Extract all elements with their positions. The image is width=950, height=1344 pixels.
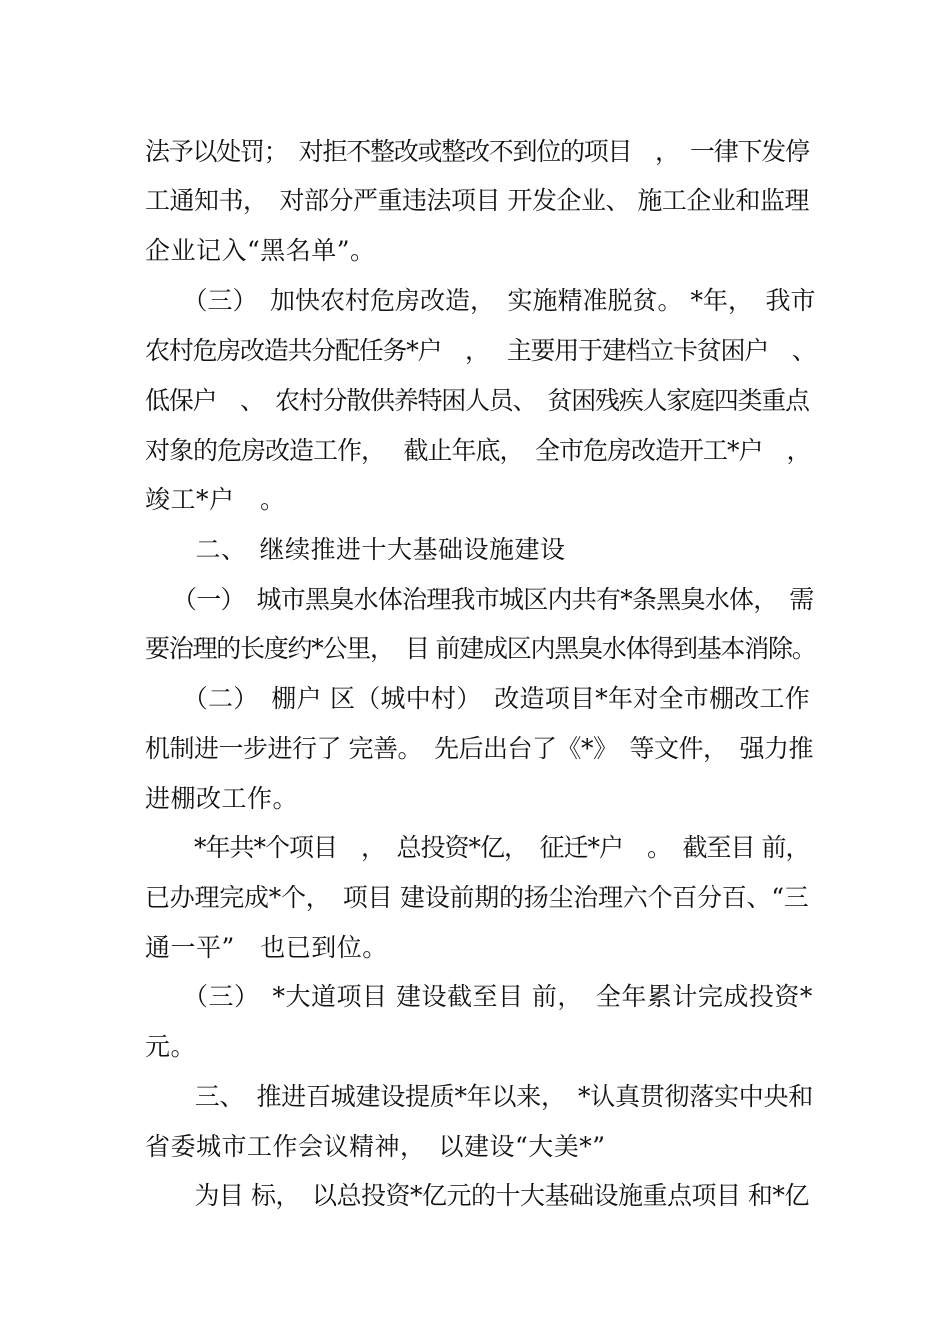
text-line: *年共*个项目 ， 总投资*亿， 征迁*户 。 截至目 前， bbox=[170, 833, 810, 862]
text-line: 省委城市工作会议精神， 以建设“大美*” bbox=[145, 1132, 606, 1161]
text-line: 竣工*户 。 bbox=[145, 485, 286, 514]
text-line: 对象的危房改造工作， 截止年底， 全市危房改造开工*户 ， bbox=[145, 436, 811, 465]
text-line: 通一平” 也已到位。 bbox=[145, 933, 388, 962]
text-line: 机制进一步进行了 完善。 先后出台了《*》 等文件， 强力推 bbox=[145, 734, 813, 763]
text-line: 要治理的长度约*公里， 目 前建成区内黑臭水体得到基本消除。 bbox=[145, 634, 816, 663]
text-line: 低保户 、 农村分散供养特困人员、 贫困残疾人家庭四类重点 bbox=[145, 386, 809, 415]
text-line: 企业记入“黑名单”。 bbox=[145, 236, 376, 265]
text-line: 法予以处罚； 对拒不整改或整改不到位的项目 ， 一律下发停 bbox=[145, 137, 809, 166]
text-line: 工通知书， 对部分严重违法项目 开发企业、 施工企业和监理 bbox=[145, 186, 809, 215]
text-line: （三） 加快农村危房改造， 实施精准脱贫。 *年， 我市 bbox=[170, 286, 816, 315]
section-heading: 三、 推进百城建设提质*年以来， *认真贯彻落实中央和 bbox=[170, 1082, 814, 1111]
text-line: 元。 bbox=[145, 1032, 197, 1061]
text-line: 为目 标， 以总投资*亿元的十大基础设施重点项目 和*亿 bbox=[170, 1181, 809, 1210]
text-line: （三） *大道项目 建设截至目 前， 全年累计完成投资* bbox=[170, 982, 813, 1011]
text-line: 进棚改工作。 bbox=[145, 784, 299, 813]
text-line: 已办理完成*个， 项目 建设前期的扬尘治理六个百分百、“三 bbox=[145, 883, 809, 912]
text-line: （二） 棚户 区（城中村） 改造项目*年对全市棚改工作 bbox=[170, 684, 810, 713]
section-heading: 二、 继续推进十大基础设施建设 bbox=[170, 535, 566, 564]
text-line: 农村危房改造共分配任务*户 ， 主要用于建档立卡贫困户 、 bbox=[145, 336, 816, 365]
text-line: （一） 城市黑臭水体治理我市城区内共有*条黑臭水体， 需 bbox=[172, 585, 814, 614]
